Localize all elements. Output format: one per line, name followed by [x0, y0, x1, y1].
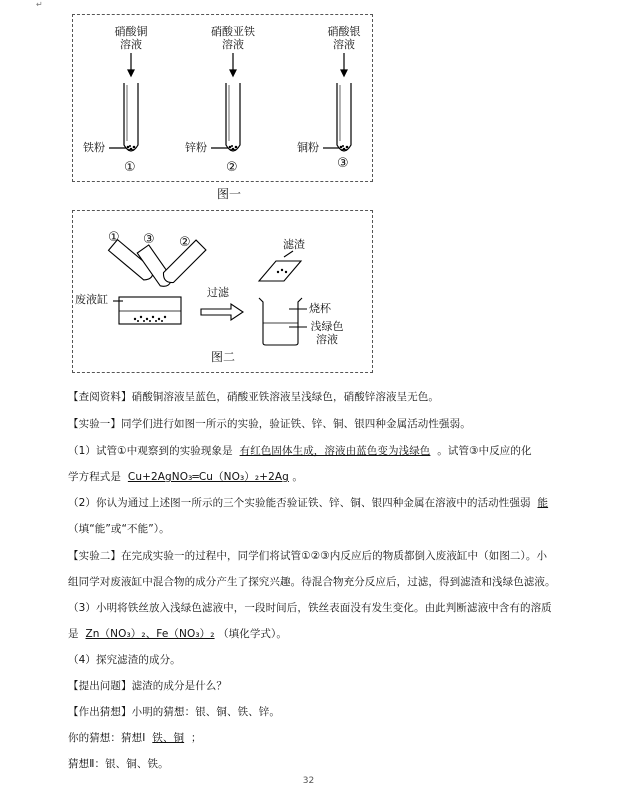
page-number: 32	[302, 776, 315, 786]
arrow-head-1	[128, 70, 134, 76]
waste-tank	[119, 297, 181, 324]
text-line-1: 【查阅资料】硝酸铜溶液呈蓝色，硝酸亚铁溶液呈浅绿色，硝酸锌溶液呈无色。	[68, 391, 439, 403]
tube3-number: ③	[337, 156, 349, 171]
text-line-13: 【作出猜想】小明的猜想：银、铜、铁、锌。	[68, 706, 280, 718]
answer-equation: Cu+2AgNO₃═Cu（NO₃）₂+2Ag	[127, 471, 289, 483]
text-line-2: 【实验一】同学们进行如图一所示的实验，验证铁、锌、铜、银四种金属活动性强弱。	[68, 418, 471, 430]
arrow-head-2	[230, 70, 236, 76]
tube1-number-fig2: ①	[108, 230, 120, 245]
metal1-label: 铁粉	[83, 141, 105, 154]
answer-solutes: Zn（NO₃）₂、Fe（NO₃）₂	[85, 628, 215, 640]
filter-label: 过滤	[207, 286, 229, 299]
text-line-5: （2）你认为通过上述图一所示的三个实验能否验证铁、锌、铜、银四种金属在溶液中的活动性强弱 能	[68, 497, 549, 509]
tube1-solution-label: 硝酸铜 溶液	[114, 25, 148, 51]
text-line-14: 你的猜想：猜想Ⅰ 铁、铜 ；	[68, 732, 202, 744]
metal2-label: 锌粉	[185, 141, 207, 154]
figure-one	[72, 14, 373, 182]
text-line-9: （3）小明将铁丝放入浅绿色滤液中，一段时间后，铁丝表面没有发生变化。由此判断滤液中含有的溶质	[68, 602, 552, 614]
metal3-label: 铜粉	[297, 141, 319, 154]
figure-two-caption: 图二	[211, 350, 236, 364]
text-line-4: 学方程式是 Cu+2AgNO₃═Cu（NO₃）₂+2Ag 。	[68, 471, 303, 483]
answer-2: 能	[537, 497, 549, 509]
test-tube-1	[124, 83, 138, 151]
tube2-number: ②	[226, 160, 238, 175]
text-line-3: （1）试管①中观察到的实验现象是 有红色固体生成，溶液由蓝色变为浅绿色 。试管③中反应的化	[68, 445, 532, 457]
test-tube-3	[337, 83, 351, 151]
figure-one-caption: 图一	[217, 187, 242, 201]
solution-label: 浅绿色 溶液	[310, 320, 344, 346]
tube1-number: ①	[124, 160, 136, 175]
text-line-12: 【提出问题】滤渣的成分是什么？	[68, 680, 227, 692]
tube3-solution-label: 硝酸银 溶液	[327, 25, 361, 51]
beaker-label: 烧杯	[309, 302, 331, 315]
text-line-8: 组同学对废液缸中混合物的成分产生了探究兴趣。待混合物充分反应后，过滤，得到滤渣和浅绿色滤液。	[68, 576, 556, 588]
text-line-11: （4）探究滤渣的成分。	[68, 654, 181, 666]
text-line-6: （填“能”或“不能”）。	[68, 523, 170, 535]
corner-mark: ↵	[36, 0, 43, 9]
tube3-number-fig2: ③	[143, 232, 155, 247]
text-line-10: 是 Zn（NO₃）₂、Fe（NO₃）₂ （填化学式）。	[68, 628, 287, 640]
tube2-solution-label: 硝酸亚铁 溶液	[211, 25, 255, 51]
test-tube-2	[226, 83, 240, 151]
tube2-number-fig2: ②	[179, 235, 191, 250]
waste-tank-label: 废液缸	[75, 293, 108, 306]
residue-label: 滤渣	[283, 238, 305, 251]
text-line-7: 【实验二】在完成实验一的过程中，同学们将试管①②③内反应后的物质都倒入废液缸中（如图二）。小	[68, 550, 548, 562]
answer-1: 有红色固体生成，溶液由蓝色变为浅绿色	[239, 445, 431, 457]
beaker	[259, 298, 302, 345]
figure-two	[72, 210, 373, 373]
text-line-15: 猜想Ⅱ：银、铜、铁。	[68, 758, 169, 770]
answer-guess: 铁、铜	[152, 732, 185, 744]
filter-arrow	[201, 304, 243, 320]
arrow-head-3	[341, 70, 347, 76]
residue-paper	[259, 261, 301, 281]
